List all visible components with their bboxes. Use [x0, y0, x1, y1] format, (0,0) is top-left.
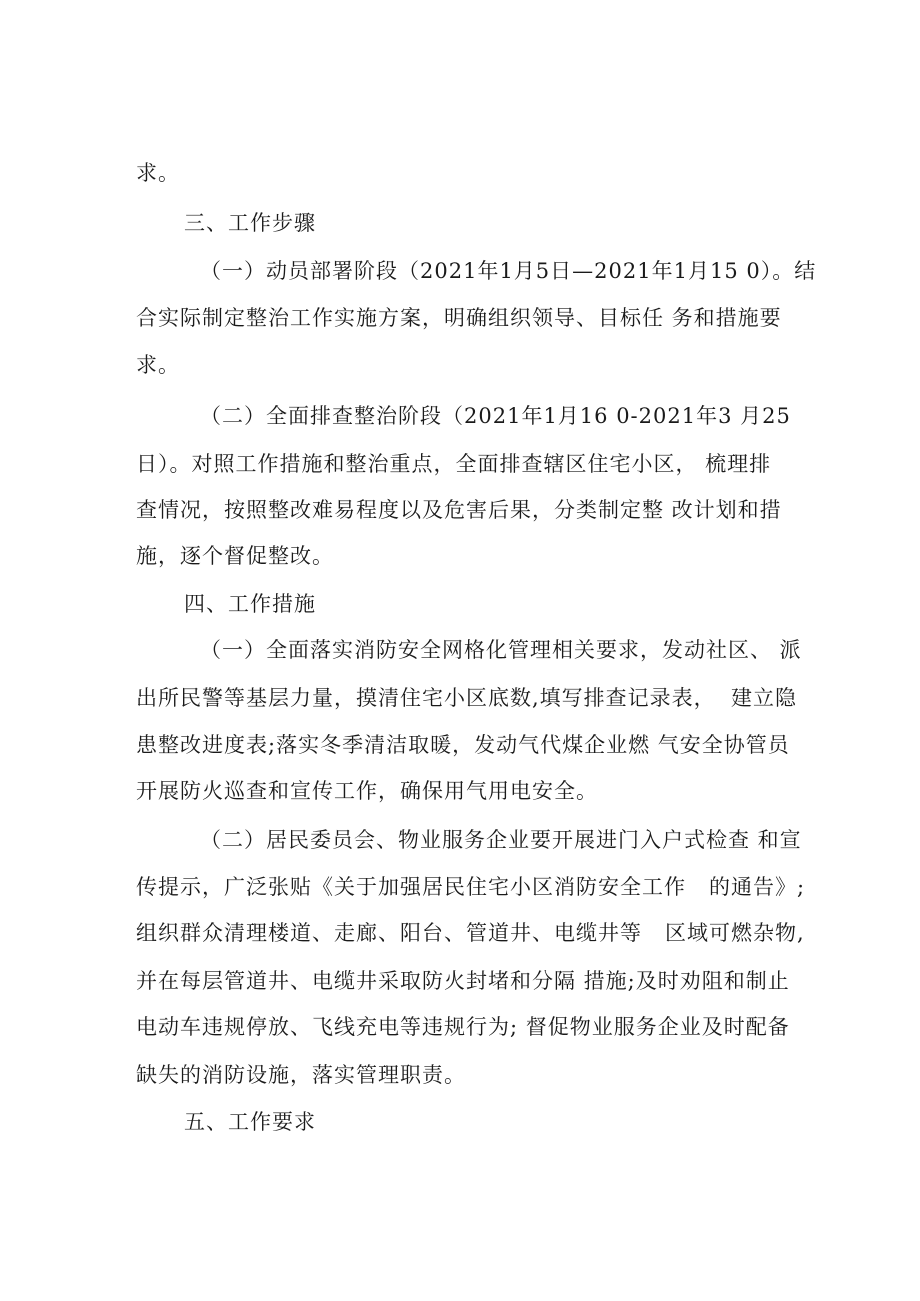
- text-line: 患整改进度表;落实冬季清洁取暖，发动气代煤企业燃 气安全协管员: [136, 733, 790, 757]
- text-line: 并在每层管道井、电缆井采取防火封堵和分隔 措施;及时劝阻和制止: [136, 969, 790, 993]
- text-line: 施，逐个督促整改。: [136, 544, 334, 568]
- text-line: 组织群众清理楼道、走廊、阳台、管道井、电缆井等 区域可燃杂物,: [136, 921, 805, 945]
- text-line: 传提示，广泛张贴《关于加强居民住宅小区消防安全工作 的通告》;: [136, 875, 806, 899]
- text-line: （一）全面落实消防安全网格化管理相关要求，发动社区、 派: [200, 638, 802, 662]
- section-heading-requirements: 五、工作要求: [184, 1110, 316, 1134]
- text-line: 合实际制定整治工作实施方案，明确组织领导、目标任 务和措施要: [136, 306, 782, 330]
- text-line: 缺失的消防设施，落实管理职责。: [136, 1063, 466, 1087]
- text-line: 出所民警等基层力量，摸清住宅小区底数,填写排查记录表， 建立隐: [136, 686, 798, 710]
- section-heading-steps: 三、工作步骤: [184, 211, 316, 235]
- text-line: 求。: [136, 161, 180, 185]
- text-line: 求。: [136, 353, 180, 377]
- text-line: （一）动员部署阶段（2021年1月5日—2021年1月15 0）。结: [200, 259, 817, 283]
- section-heading-measures: 四、工作措施: [184, 592, 316, 616]
- text-line: 查情况，按照整改难易程度以及危害后果，分类制定整 改计划和措: [136, 498, 782, 522]
- text-line: 日）。对照工作措施和整治重点，全面排查辖区住宅小区， 梳理排: [136, 452, 772, 476]
- text-line: （二）全面排查整治阶段（2021年1月16 0-2021年3 月25: [200, 404, 791, 428]
- text-line: 开展防火巡查和宣传工作，确保用气用电安全。: [136, 779, 598, 803]
- text-line: （二）居民委员会、物业服务企业要开展进门入户式检查 和宣: [200, 828, 802, 852]
- text-line: 电动车违规停放、飞线充电等违规行为; 督促物业服务企业及时配备: [136, 1015, 790, 1039]
